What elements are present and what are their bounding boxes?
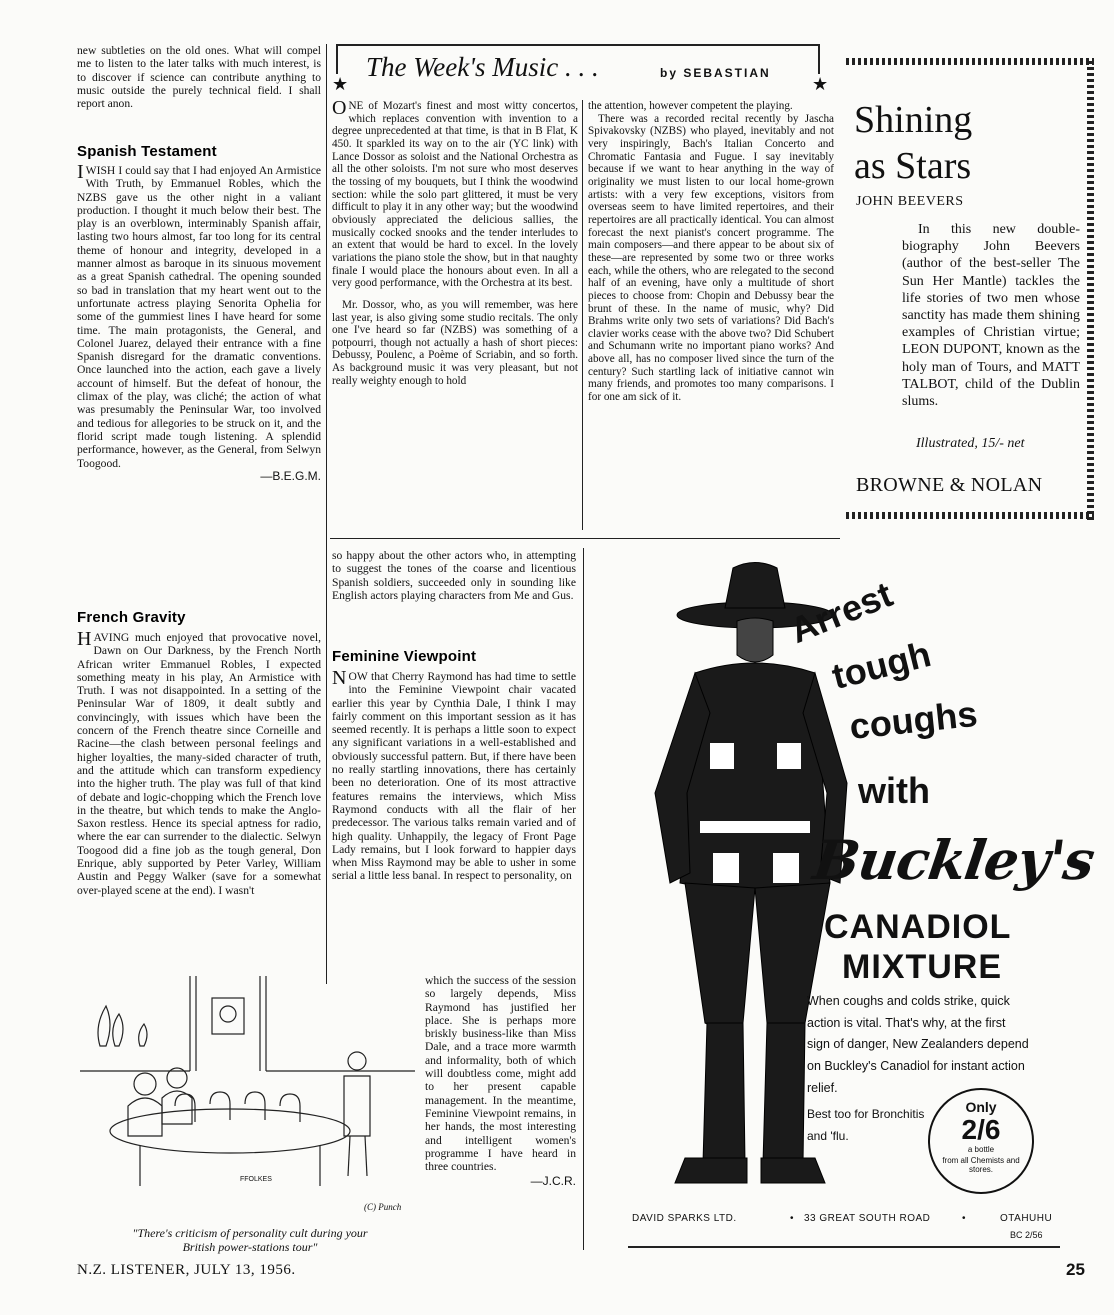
music-para-1: NE of Mozart's finest and most witty concertos, which replaces convention with invention to a degree unprecedented at that time, is that in B Flat, K 450. It sparkled its way on to the air (YC link) with Lance Dossor as soloist and the National Orchestra as all the other soloists. I'm not sure who most deserves the tossing of my bouquets, but I think the woodwind section: while the solo part glittered, it must be very difficult to play it in any other way; but the woodwind obviously appreciated the delicious sallies, the musically cocked snooks and the tender interludes to an extent that would be hard to excel. In the lovely variations the piano stole the show, but in that naughty finale I would place the honours about even. In all a very good performance, with the Orchestra at its best.: [332, 100, 578, 290]
star-icon: ★: [332, 74, 349, 94]
feminine-narrow: [425, 974, 576, 1189]
music-para-2: Mr. Dossor, who, as you will remember, was here last year, is also giving some studio recitals. The only one I've heard so far (NZBS) was something of a potpourri, though not actually a hash of short pieces: Debussy, Poulenc, a Poème of Scriabin, and so forth. As background music it was very pleasant, but not really weighty enough to hold: [332, 298, 578, 387]
feminine-heading: Feminine Viewpoint: [332, 648, 477, 665]
weeks-music-title: The Week's Music . . .: [366, 52, 599, 82]
caption-line-2: British power-stations tour": [182, 1240, 318, 1254]
feminine-body: OW that Cherry Raymond has had time to settle into the Feminine Viewpoint chair vacated earlier this year by Cynthia Dale, I think I may fairly comment on this important session as it has seemed recently. It is perhaps a little soon to expect any significant variations in a well-established and obviously successful pattern. But, if there have been no really startling innovations, there has certainly been no deterioration. One of its most attractive features remains the interviews, which Miss Raymond conducts with all the flair of her predecessor. The various talks remain varied and of high quality. Unhappily, the legacy of Front Page Lady remains, but I look forward to happier days when Miss Raymond may be able to usher in some serial a little less banal. In respect to personality, on: [332, 670, 576, 883]
book-title-line-2: as Stars: [854, 145, 972, 187]
headline-arrest: Arrest: [784, 573, 898, 652]
spanish-dropcap: I: [77, 161, 84, 183]
caption-line-1: "There's criticism of personality cult during your: [132, 1226, 368, 1240]
ad-body: When coughs and colds strike, quick action is vital. That's why, at the first sign of danger, New Zealanders depend on Buckley's Canadiol for instant action relief.: [807, 994, 1029, 1095]
price-unit: a bottle: [967, 1145, 995, 1154]
headline-tough: tough: [827, 633, 935, 698]
page-number: 25: [1066, 1260, 1085, 1279]
price-only: Only: [965, 1099, 997, 1115]
feminine-dropcap: N: [332, 667, 347, 689]
column-rule-1: [326, 44, 327, 984]
book-price: Illustrated, 15/- net: [916, 436, 1025, 451]
feminine-narrow-body: which the success of the session so largely depends, Miss Raymond has justified her place. She is perhaps more briskly business-like than Miss Dale, and a trace more warmth and informality, both of which will doubtless come, might add to her present capable management. In the meantime, Feminine Viewpoint remains, in her hands, the most interesting and intelligent women's programme I have heard in three countries.: [425, 974, 576, 1174]
feminine-signature: —J.C.R.: [530, 1174, 576, 1189]
price-note: from all Chemists and stores.: [942, 1156, 1020, 1174]
music-para-3: the attention, however competent the playing.: [588, 100, 793, 112]
book-publisher: BROWNE & NOLAN: [856, 474, 1043, 496]
music-para-4: There was a recorded recital recently by Jascha Spivakovsky (NZBS) who played, inevitably and not very inspiringly, Bach's Italian Concerto and Chromatic Fantasia and Fugue. I say inevitably because if we want to hear anything in the way of originality we must listen to our local home-grown artists: with a very few exceptions, visitors from overseas seem to have limited repertoires, and their repertoires are all practically identical. You can almost forecast the next pianist's concert programme. The main composers—and there appear to be about six of these—are represented by some two or three works each, while the others, who are relegated to the second half of an evening, have only a multitude of short pieces to choose from: Chopin and Debussy bear the brunt of these. In the name of music, why? Did Brahms write only two sets of variations? Did Bach's clavier works cease with the above two? Did Schubert and Schumann write no important piano works? And above all, has no composer lived since the turn of the century? Such startling lack of initiative cannot win many friends, and promotes too many comparisons. I for one am sick of it.: [588, 112, 834, 404]
buckley-ad: [600, 548, 1098, 1248]
headline-coughs: coughs: [847, 692, 980, 748]
cartoon-caption: [80, 1226, 420, 1254]
brand-logo: Buckley's: [809, 828, 1098, 892]
french-body: AVING much enjoyed that provocative novel, Dawn on Our Darkness, by the French North African writer Emmanuel Robles, I expected something meaty in his play, An Armistice with Truth. I was not disappointed. In a setting of the Peninsular War of 1809, it dealt subtly and convincingly, with issues which have been the concern of the French theatre since Corneille and Racine—the clash between personal feelings and higher loyalties, the many-sided character of truth, and the attitude which can transform expediency into the higher truth. The play was full of that kind of debate and logic-chopping which the French love in the theatre, but which tends to make the Anglo-Saxon restless. Hence its special aptness for radio, where the ear can surrender to the dialectic. Selwyn Toogood did a fine job as the tough general, Don Enrique, ably supported by Peter Varley, William Austin and Peggy Walker (save for a somewhat over-played scene at the end). I wasn't: [77, 631, 321, 897]
ad-code: BC 2/56: [1010, 1230, 1043, 1240]
weeks-music-byline: by SEBASTIAN: [660, 66, 771, 80]
column-rule-3: [583, 548, 584, 1250]
star-icon: ★: [812, 74, 829, 94]
book-title-line-1: Shining: [854, 99, 973, 141]
column-rule-2: [582, 100, 583, 530]
spanish-article: [77, 161, 321, 483]
dot-separator: •: [962, 1213, 966, 1224]
spanish-signature: —B.E.G.M.: [260, 468, 321, 483]
product-line-1: CANADIOL: [824, 908, 1012, 946]
spanish-body: WISH I could say that I had enjoyed An Armistice With Truth, by Emmanuel Robles, which the NZBS gave us the other night in a valiant production. I thought it much below their best. The play is an overblown, interminably Spanish affair, lasting two hours almost, far too long for its central theme of honour and integrity, developed in a manner almost as baroque in its sinuous movement as a great Spanish cathedral. The opening sounded so bad in translation that my heart went out to the unfortunate actress playing Senorita Ophelia for some of the gummiest lines I have heard for some time. The main protagonists, the General, and Colonel Juarez, delayed their entrance with a fine Spanish disregard for the dramatic conventions. Once launched into the action, each gave a lively account of himself. But the defeat of honour, the climax of the play, was cliché; the action of what was presumably the Peninsular War, too involved and tedious for allegories to be struck on it, and the florid script made tough listening. A splendid performance, however, as the General, from Selwyn Toogood.: [77, 164, 321, 470]
music-column-2: [588, 100, 834, 404]
spanish-heading: Spanish Testament: [77, 143, 217, 160]
cartoon-credit: (C) Punch: [364, 1202, 402, 1212]
cartoon: [80, 976, 415, 1226]
box-bottom-rule: [330, 538, 840, 539]
music-column-1: [332, 97, 578, 387]
price-value: 2/6: [961, 1114, 1001, 1145]
french-heading: French Gravity: [77, 609, 186, 626]
ad-bottom-rule: [628, 1246, 1060, 1248]
music-dropcap: O: [332, 97, 347, 119]
french-dropcap: H: [77, 628, 92, 650]
footer-masthead: N.Z. LISTENER, JULY 13, 1956.: [77, 1262, 296, 1278]
ad-town: OTAHUHU: [1000, 1213, 1053, 1224]
book-author: JOHN BEEVERS: [856, 194, 964, 209]
book-ad: [846, 58, 1094, 520]
ad-address: 33 GREAT SOUTH ROAD: [804, 1213, 931, 1224]
book-body: In this new double-biography John Beevers (author of the best-seller The Sun Her Mantle) tackles the life stories of two men whose sanctity has made them shining examples of Christian virtue; LEON DUPONT, known as the holy man of Tours, and MATT TALBOT, child of the Dublin slums.: [902, 222, 1080, 410]
cartoon-artist: FFOLKES: [240, 1176, 272, 1183]
product-line-2: MIXTURE: [842, 948, 1002, 986]
headline-with: with: [858, 770, 930, 811]
french-article: [77, 628, 321, 897]
weeks-music-box: [332, 44, 829, 96]
french-continued: so happy about the other actors who, in attempting to suggest the tones of the coarse and licentious Spanish soldiers, succeeded only in sounding like English actors playing characters from Me and Gus.: [332, 549, 576, 602]
cartoon-drawing: [80, 976, 415, 1226]
price-badge: [928, 1088, 1034, 1194]
dot-separator: •: [790, 1213, 794, 1224]
intro-text: new subtleties on the old ones. What will compel me to listen to the later talks with much interest, is to discover if science can contribute anything to music outside the purely technical field. I shall report anon.: [77, 44, 321, 111]
feminine-article: [332, 667, 576, 883]
ad-also: Best too for Bronchitis and 'flu.: [807, 1107, 925, 1143]
ad-company: DAVID SPARKS LTD.: [632, 1213, 737, 1224]
